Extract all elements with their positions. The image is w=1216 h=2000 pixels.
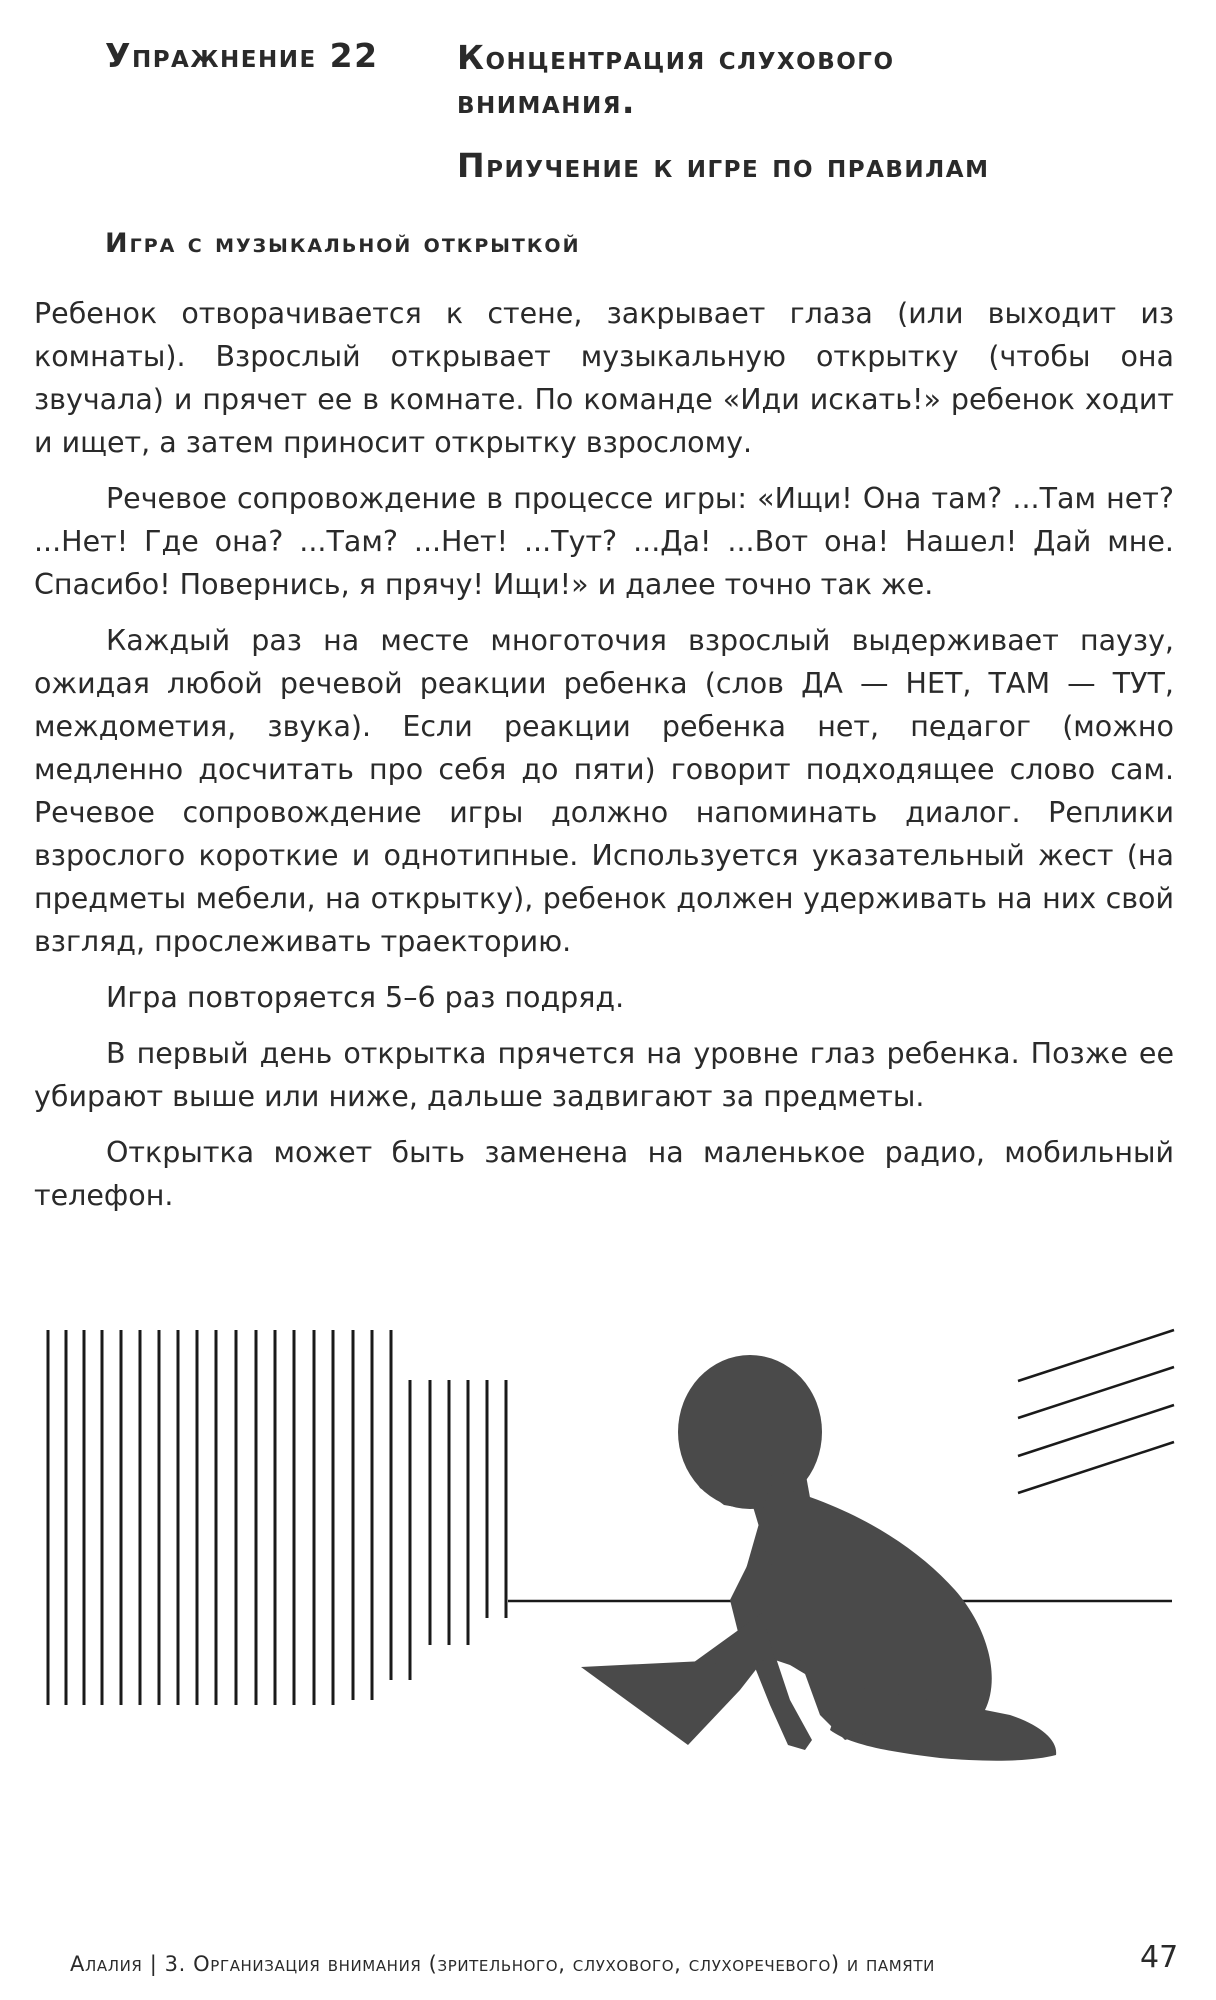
paragraph: В первый день открытка прячется на уровне глаз ребенка. Позже ее убирают выше или ниже, дальше задвигают за предметы. [34, 1037, 1174, 1113]
illustration-svg [0, 1300, 1216, 1860]
paragraph: Игра повторяется 5–6 раз подряд. [106, 981, 625, 1014]
paragraph: Открытка может быть заменена на маленькое радио, мобильный телефон. [34, 1136, 1174, 1212]
illustration [0, 1300, 1216, 1864]
paragraph: Ребенок отворачивается к стене, закрывает глаза (или выходит из комнаты). Взрослый открывает музыкальную открытку (чтобы она звучала) и прячет ее в комнате. По команде «Иди искать!» ребенок ходит и ищет, а затем приносит открытку взрослому. [34, 297, 1174, 459]
section-title: Игра с музыкальной открыткой [105, 228, 581, 259]
running-title: Алалия | 3. Организация внимания (зрительного, слухового, слухоречевого) и памяти [70, 1952, 935, 1976]
exercise-title [457, 36, 989, 188]
vertical-stripes [48, 1330, 506, 1705]
paragraph: Речевое сопровождение в процессе игры: «Ищи! Она там? ...Там нет? ...Нет! Где она? ...Там? ...Нет! ...Тут? ...Да! ...Вот она! Нашел! Дай мне. Спасибо! Повернись, я прячу! Ищи!» и далее точно так же. [34, 482, 1174, 601]
child-silhouette-icon [581, 1355, 1056, 1761]
exercise-number: Упражнение 22 [105, 36, 379, 75]
diagonal-stripes [1018, 1330, 1174, 1493]
exercise-title-line: Приучение к игре по правилам [457, 146, 990, 185]
page-number: 47 [1140, 1940, 1179, 1975]
exercise-title-line: внимания. [457, 82, 636, 121]
paragraph: Каждый раз на месте многоточия взрослый выдерживает паузу, ожидая любой речевой реакции ребенка (слов ДА — НЕТ, ТАМ — ТУТ, междометия, звука). Если реакции ребенка нет, педагог (можно медленно досчитать про себя до пяти) говорит подходящее слово сам. Речевое сопровождение игры должно напоминать диалог. Реплики взрослого короткие и однотипные. Используется указательный жест (на предметы мебели, на открытку), ребенок должен удерживать на них свой взгляд, прослеживать траекторию. [34, 624, 1174, 958]
exercise-title-line: Концентрация слухового [457, 38, 895, 77]
body-text [34, 292, 1174, 1230]
